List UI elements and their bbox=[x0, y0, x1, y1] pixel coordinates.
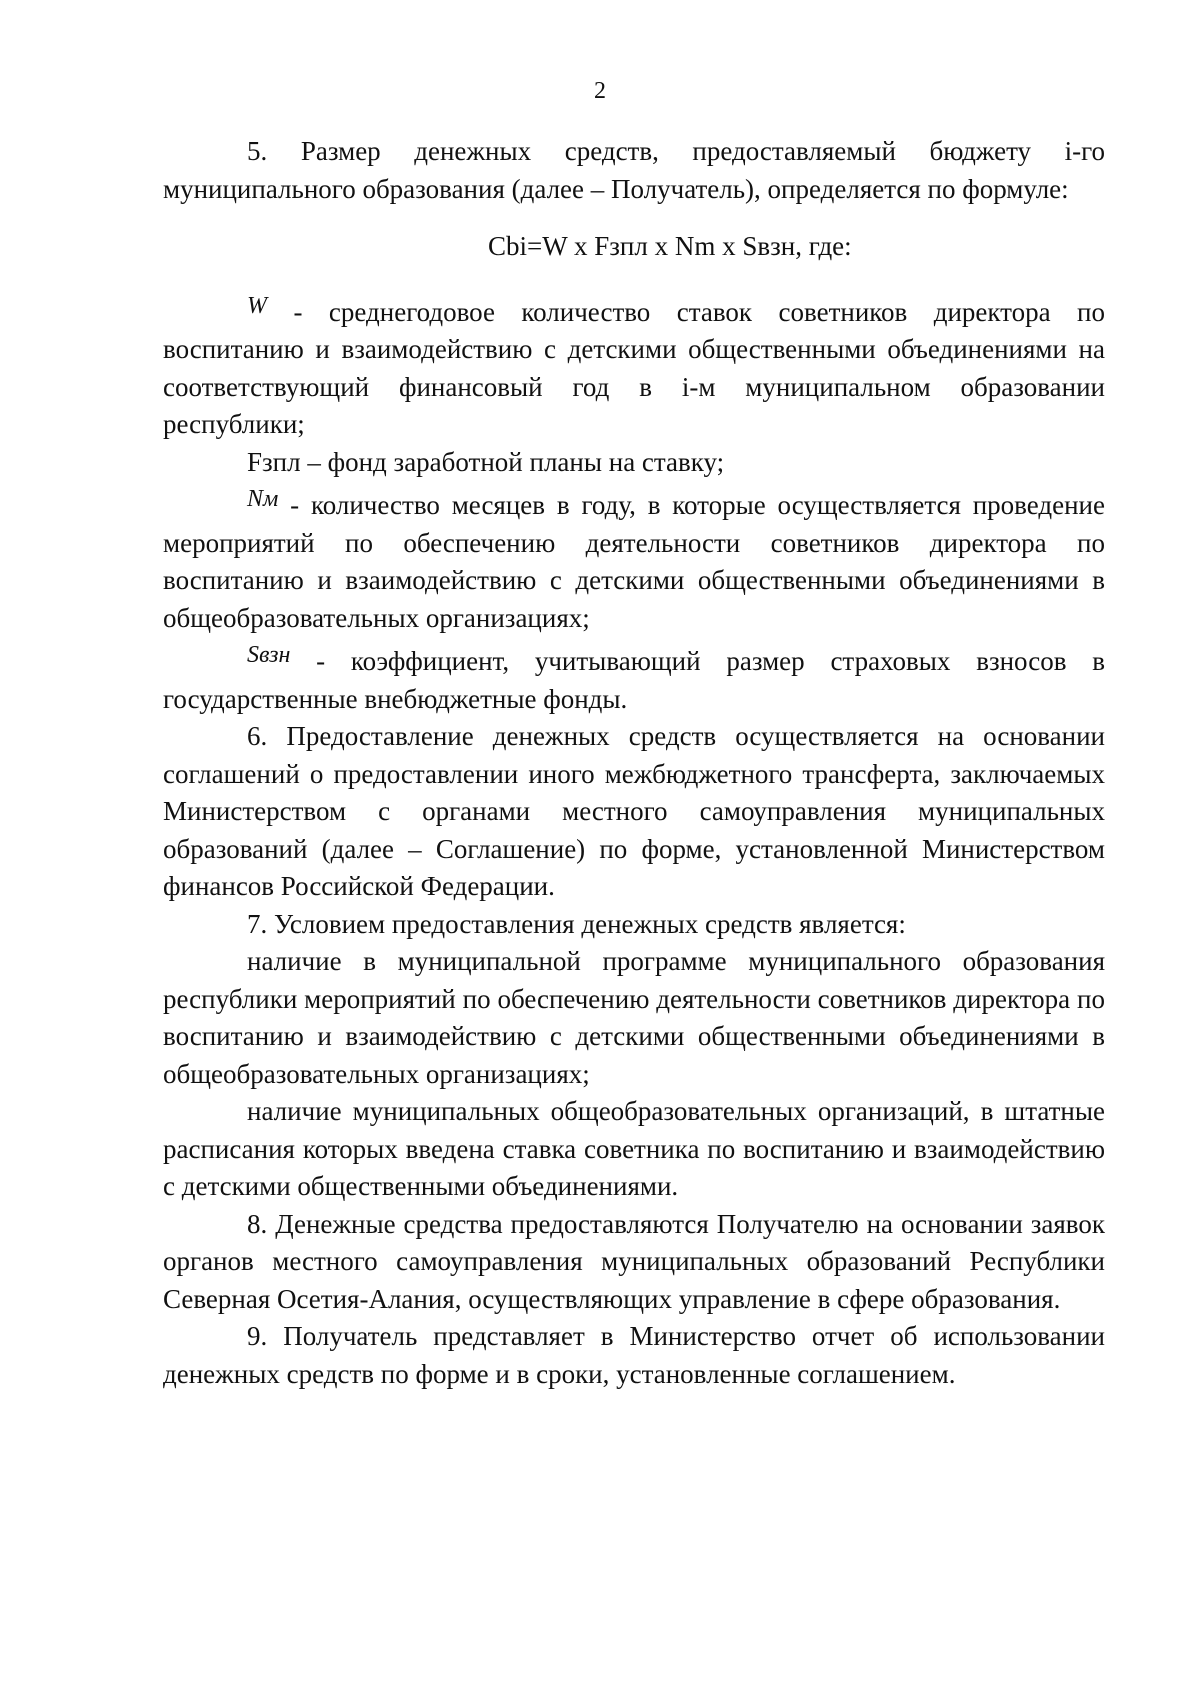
definition-n bbox=[163, 481, 1105, 637]
paragraph-9: 9. Получатель представляет в Министерство отчет об использовании денежных средств по форме и в сроки, установленные соглашением. bbox=[163, 1321, 1105, 1389]
document-body bbox=[163, 133, 1105, 1393]
definition-w bbox=[163, 288, 1105, 444]
paragraph-6: 6. Предоставление денежных средств осуществляется на основании соглашений о предоставлении иного межбюджетного трансферта, заключаемых Министерством с органами местного самоуправления муниципальных образований (далее – Соглашение) по форме, установленной Министерством финансов Российской Федерации. bbox=[163, 721, 1105, 901]
definition-w-text: - среднегодовое количество ставок советников директора по воспитанию и взаимодействию с детскими общественными объединениями на соответствующий финансовый год в i-м муниципальном образовании республики; bbox=[163, 296, 1105, 439]
paragraph-8: 8. Денежные средства предоставляются Получателю на основании заявок органов местного самоуправления муниципальных образований Республики Северная Осетия-Алания, осуществляющих управление в сфере образования. bbox=[163, 1208, 1105, 1314]
page-number: 2 bbox=[594, 78, 606, 104]
symbol-w: W bbox=[247, 292, 267, 319]
definition-n-text: - количество месяцев в году, в которые осуществляется проведение мероприятий по обеспечению деятельности советников директора по воспитанию и взаимодействию с детскими общественными объединениями в общеобразовательных организациях; bbox=[163, 490, 1105, 633]
definition-s-text: - коэффициент, учитывающий размер страховых взносов в государственные внебюджетные фонды. bbox=[163, 646, 1105, 714]
formula: Cbi=W x Fзпл x Nm x Sвзн, где: bbox=[488, 231, 852, 261]
definition-f: Fзпл – фонд заработной планы на ставку; bbox=[247, 446, 725, 477]
symbol-s: Sвзн bbox=[247, 642, 291, 668]
paragraph-7-condition-a: наличие в муниципальной программе муниципального образования республики мероприятий по обеспечению деятельности советников директора по воспитанию и взаимодействию с детскими общественными объединениями в общеобразовательных организациях; bbox=[163, 946, 1105, 1089]
symbol-n: Nм bbox=[247, 486, 279, 512]
paragraph-7: 7. Условием предоставления денежных средств является: bbox=[247, 908, 906, 939]
paragraph-7-condition-b: наличие муниципальных общеобразовательных организаций, в штатные расписания которых введена ставка советника по воспитанию и взаимодействию с детскими общественными объединениями. bbox=[163, 1096, 1105, 1201]
definition-s bbox=[163, 637, 1105, 718]
paragraph-5-intro: 5. Размер денежных средств, предоставляемый бюджету i-го муниципального образования (далее – Получатель), определяется по формуле: bbox=[163, 136, 1105, 204]
